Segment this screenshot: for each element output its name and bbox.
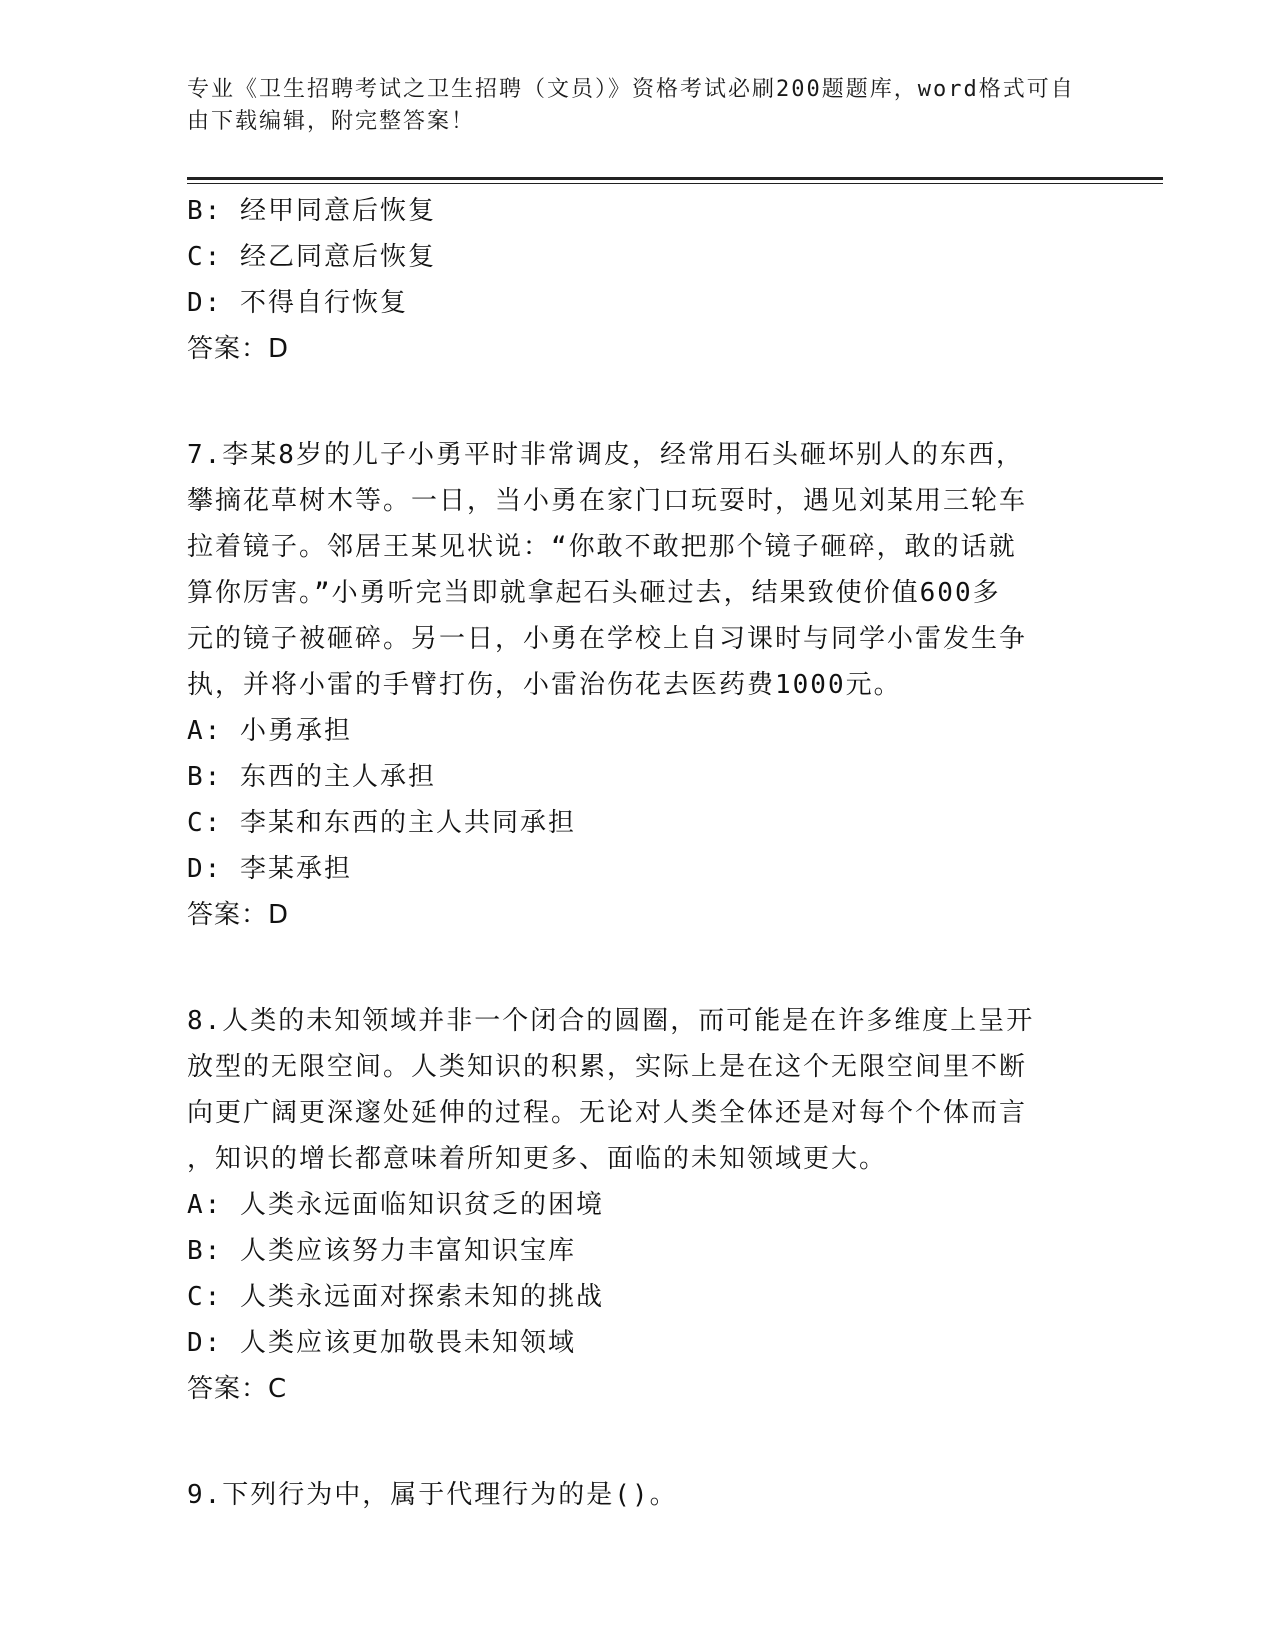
- option-d: D: 人类应该更加敬畏未知领域: [187, 1328, 576, 1358]
- question-6-continued: [187, 188, 1067, 372]
- question-7: [187, 432, 1067, 938]
- question-text-line: 攀摘花草树木等。一日，当小勇在家门口玩耍时，遇见刘某用三轮车: [187, 486, 1028, 516]
- question-text-line: 9.下列行为中，属于代理行为的是()。: [187, 1480, 678, 1510]
- question-text-line: 7.李某8岁的儿子小勇平时非常调皮，经常用石头砸坏别人的东西，: [187, 440, 1024, 470]
- question-8: [187, 998, 1067, 1412]
- question-text-line: 算你厉害。”小勇听完当即就拿起石头砸过去，结果致使价值600多: [187, 578, 1001, 608]
- spacer: [187, 372, 1067, 418]
- document-header: [187, 74, 1077, 138]
- option-c: C: 人类永远面对探索未知的挑战: [187, 1282, 604, 1312]
- header-rule-thick: [187, 177, 1163, 180]
- question-9: [187, 1472, 1067, 1518]
- option-b: B: 东西的主人承担: [187, 762, 436, 792]
- document-body: [187, 188, 1067, 1518]
- option-d: D: 李某承担: [187, 854, 352, 884]
- option-d: D: 不得自行恢复: [187, 288, 408, 318]
- answer-line: 答案：D: [187, 900, 290, 930]
- option-c: C: 经乙同意后恢复: [187, 242, 436, 272]
- spacer: [187, 938, 1067, 984]
- header-text: 专业《卫生招聘考试之卫生招聘（文员）》资格考试必刷200题题库，word格式可自由下载编辑，附完整答案！: [187, 77, 1075, 134]
- question-text-line: 向更广阔更深邃处延伸的过程。无论对人类全体还是对每个个体而言: [187, 1098, 1028, 1128]
- option-b: B: 经甲同意后恢复: [187, 196, 436, 226]
- question-text-line: 拉着镜子。邻居王某见状说：“你敢不敢把那个镜子砸碎，敢的话就: [187, 532, 1017, 562]
- question-text-line: 执，并将小雷的手臂打伤，小雷治伤花去医药费1000元。: [187, 670, 902, 700]
- option-a: A: 人类永远面临知识贫乏的困境: [187, 1190, 604, 1220]
- option-c: C: 李某和东西的主人共同承担: [187, 808, 576, 838]
- question-text-line: 元的镜子被砸碎。另一日，小勇在学校上自习课时与同学小雷发生争: [187, 624, 1028, 654]
- answer-line: 答案：C: [187, 1374, 288, 1404]
- option-a: A: 小勇承担: [187, 716, 352, 746]
- question-text-line: ，知识的增长都意味着所知更多、面临的未知领域更大。: [187, 1144, 888, 1174]
- option-b: B: 人类应该努力丰富知识宝库: [187, 1236, 576, 1266]
- question-text-line: 放型的无限空间。人类知识的积累，实际上是在这个无限空间里不断: [187, 1052, 1028, 1082]
- answer-line: 答案：D: [187, 334, 290, 364]
- spacer: [187, 1412, 1067, 1458]
- question-text-line: 8.人类的未知领域并非一个闭合的圆圈，而可能是在许多维度上呈开: [187, 1006, 1035, 1036]
- header-rule-thin: [187, 183, 1163, 184]
